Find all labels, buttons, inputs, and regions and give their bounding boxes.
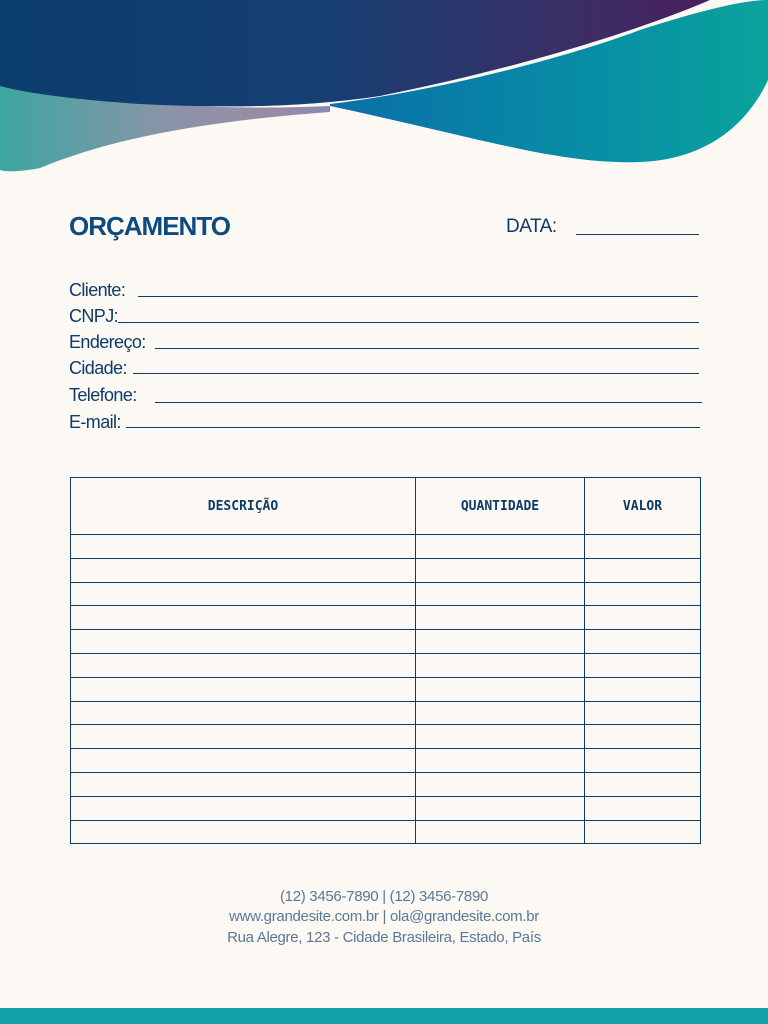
footer-phones: (12) 3456-7890 | (12) 3456-7890: [279, 888, 489, 905]
quantity-cell[interactable]: [416, 535, 585, 559]
quantity-cell[interactable]: [416, 772, 585, 796]
table-row: [71, 772, 701, 796]
phone-input-line[interactable]: [155, 402, 702, 403]
quantity-cell[interactable]: [416, 749, 585, 773]
table-header-row: [71, 478, 701, 535]
quantity-cell[interactable]: [416, 653, 585, 677]
city-input-line[interactable]: [133, 373, 699, 374]
table-row: [71, 606, 701, 630]
description-cell[interactable]: [71, 606, 416, 630]
quantity-cell[interactable]: [416, 725, 585, 749]
quantity-cell[interactable]: [416, 701, 585, 725]
items-table: [70, 477, 701, 844]
address-label: Endereço:: [69, 332, 146, 352]
table-row: [71, 701, 701, 725]
phone-label: Telefone:: [69, 385, 137, 405]
value-cell[interactable]: [585, 653, 701, 677]
quantity-cell[interactable]: [416, 630, 585, 654]
description-cell[interactable]: [71, 701, 416, 725]
description-cell[interactable]: [71, 653, 416, 677]
cnpj-label: CNPJ:: [69, 306, 119, 326]
value-cell[interactable]: [585, 701, 701, 725]
value-cell[interactable]: [585, 582, 701, 606]
value-cell[interactable]: [585, 677, 701, 701]
quantity-cell[interactable]: [416, 796, 585, 820]
value-cell[interactable]: [585, 535, 701, 559]
value-cell[interactable]: [585, 630, 701, 654]
table-row: [71, 535, 701, 559]
value-cell[interactable]: [585, 772, 701, 796]
table-row: [71, 820, 701, 844]
quantity-cell[interactable]: [416, 677, 585, 701]
value-cell[interactable]: [585, 558, 701, 582]
quantity-cell[interactable]: [416, 558, 585, 582]
footer-web-email: www.grandesite.com.br | ola@grandesite.com.br: [229, 908, 539, 925]
quantity-cell[interactable]: [416, 582, 585, 606]
column-header-value: VALOR: [585, 478, 701, 535]
description-cell[interactable]: [71, 796, 416, 820]
footer-address: Rua Alegre, 123 - Cidade Brasileira, Estado, País: [227, 929, 541, 946]
client-input-line[interactable]: [138, 296, 698, 297]
header-wave-decoration: [0, 0, 768, 180]
table-row: [71, 796, 701, 820]
description-cell[interactable]: [71, 820, 416, 844]
description-cell[interactable]: [71, 535, 416, 559]
value-cell[interactable]: [585, 796, 701, 820]
description-cell[interactable]: [71, 725, 416, 749]
quantity-cell[interactable]: [416, 820, 585, 844]
cnpj-input-line[interactable]: [118, 322, 699, 323]
email-label: E-mail:: [69, 412, 121, 432]
description-cell[interactable]: [71, 558, 416, 582]
value-cell[interactable]: [585, 820, 701, 844]
date-label: DATA:: [506, 216, 557, 237]
description-cell[interactable]: [71, 582, 416, 606]
table-row: [71, 749, 701, 773]
column-header-description: DESCRIÇÃO: [71, 478, 416, 535]
value-cell[interactable]: [585, 725, 701, 749]
city-label: Cidade:: [69, 358, 127, 378]
client-label: Cliente:: [69, 280, 126, 300]
value-cell[interactable]: [585, 749, 701, 773]
table-row: [71, 630, 701, 654]
table-row: [71, 653, 701, 677]
description-cell[interactable]: [71, 772, 416, 796]
table-row: [71, 725, 701, 749]
bottom-accent-bar: [0, 1008, 768, 1024]
description-cell[interactable]: [71, 749, 416, 773]
table-row: [71, 677, 701, 701]
description-cell[interactable]: [71, 677, 416, 701]
description-cell[interactable]: [71, 630, 416, 654]
date-input-line[interactable]: [576, 234, 699, 235]
document-title: ORÇAMENTO: [69, 211, 230, 241]
column-header-quantity: QUANTIDADE: [416, 478, 585, 535]
quantity-cell[interactable]: [416, 606, 585, 630]
table-row: [71, 582, 701, 606]
value-cell[interactable]: [585, 606, 701, 630]
address-input-line[interactable]: [155, 348, 699, 349]
table-row: [71, 558, 701, 582]
email-input-line[interactable]: [126, 427, 700, 428]
